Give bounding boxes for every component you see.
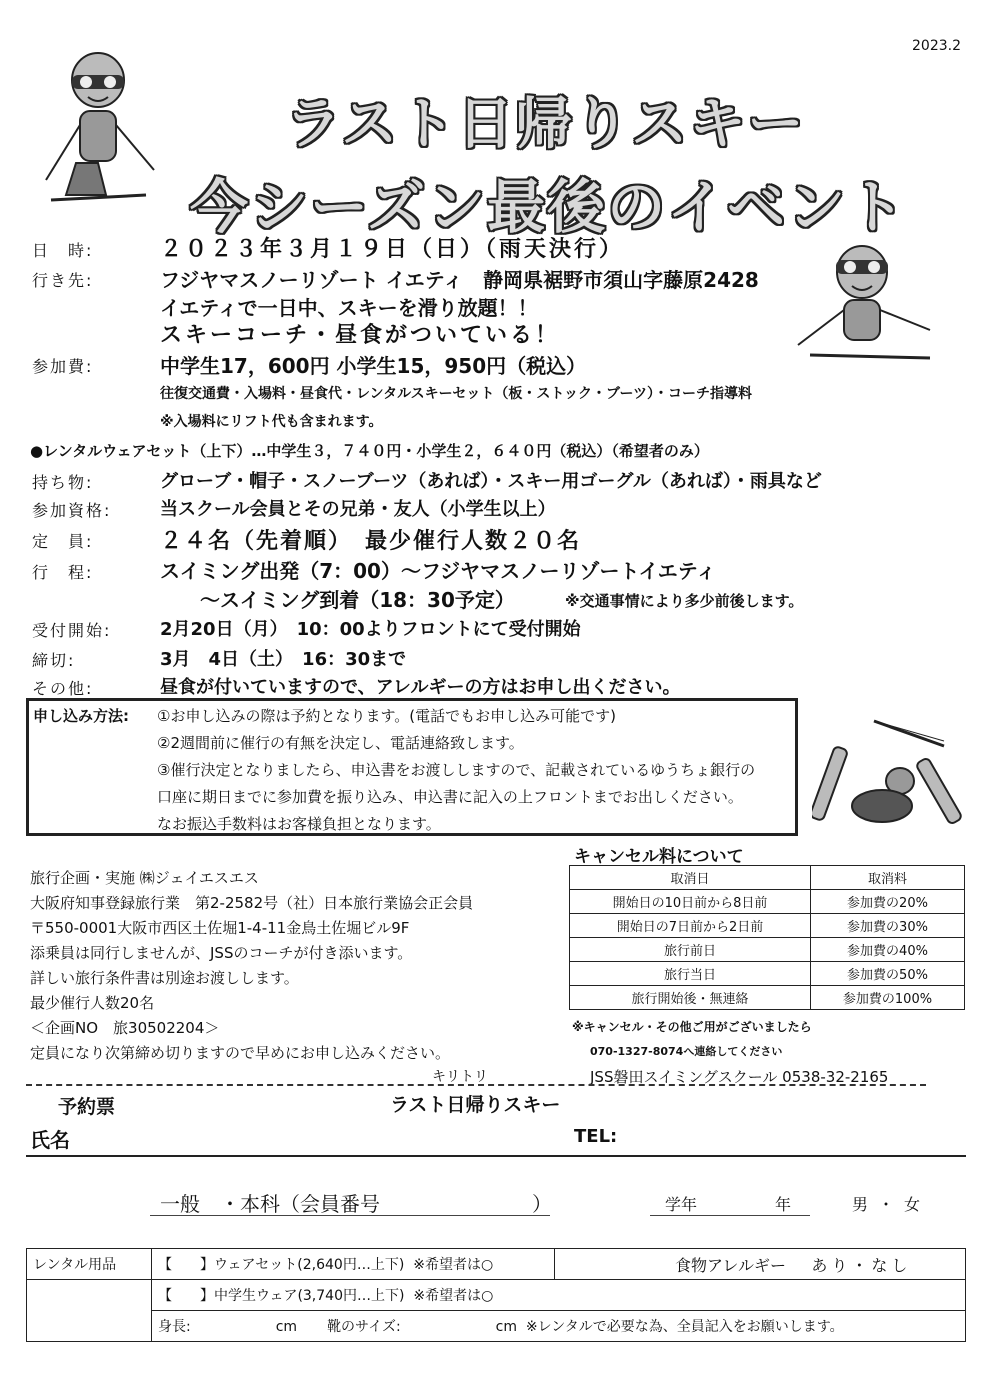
- reception-value: 2月20日（月） 10：00よりフロントにて受付開始: [160, 619, 581, 640]
- deadline-value: 3月 4日（土） 16：30まで: [160, 649, 407, 670]
- itinerary-note: ※交通事情により多少前後します。: [565, 592, 804, 610]
- name-field-label[interactable]: 氏名: [30, 1128, 70, 1152]
- rental-label-spacer: [27, 1280, 152, 1311]
- cancel-date-cell: 旅行前日: [570, 938, 811, 962]
- table-row: [570, 986, 965, 1010]
- application-method-box: [26, 698, 798, 836]
- member-close: ）: [532, 1192, 552, 1216]
- items-value: グローブ・帽子・スノーブーツ（あれば）・スキー用ゴーグル（あれば）・雨具など: [160, 471, 822, 492]
- shoe-size-label[interactable]: 靴のサイズ:: [327, 1319, 401, 1335]
- cancel-fee-cell: 参加費の40%: [811, 938, 965, 962]
- other-label: その他:: [32, 679, 94, 698]
- form-event: ラスト日帰りスキー: [390, 1094, 561, 1116]
- member-underline: [150, 1215, 550, 1216]
- qualification-value: 当スクール会員とその兄弟・友人（小学生以上）: [160, 499, 556, 520]
- rental-wear-set-note: ※希望者は○: [413, 1257, 494, 1273]
- destination-label: 行き先:: [32, 271, 94, 290]
- cancel-date-cell: 旅行開始後・無連絡: [570, 986, 811, 1010]
- size-row[interactable]: [152, 1311, 966, 1342]
- cancel-header-row: [570, 866, 965, 890]
- issue-date: 2023.2: [912, 38, 961, 54]
- table-row: [570, 938, 965, 962]
- fee-note-1: 往復交通費・入場料・昼食代・レンタルスキーセット（板・ストック・ブーツ）・コーチ指導料: [160, 386, 752, 402]
- height-unit: cm: [275, 1319, 298, 1335]
- name-tel-underline: [26, 1155, 966, 1157]
- apply-line-5: なお振込手数料はお客様負担となります。: [157, 815, 441, 833]
- company-line-3: 〒550-0001大阪市西区土佐堀1-4-11金鳥土佐堀ビル9F: [30, 919, 410, 937]
- table-row: [570, 890, 965, 914]
- shoe-size-unit: cm: [495, 1319, 518, 1335]
- cancel-date-cell: 開始日の7日前から2日前: [570, 914, 811, 938]
- cancel-fee-cell: 参加費の50%: [811, 962, 965, 986]
- company-line-2: 大阪府知事登録旅行業 第2-2582号（社）日本旅行業協会正会員: [30, 894, 474, 912]
- grade-underline: [650, 1215, 810, 1216]
- company-line-5: 詳しい旅行条件書は別途お渡しします。: [30, 969, 299, 987]
- fee-note-2: ※入場料にリフト代も含まれます。: [160, 414, 383, 430]
- table-row: [27, 1249, 966, 1280]
- table-row: [27, 1311, 966, 1342]
- cut-label: キリトリ: [432, 1069, 488, 1085]
- skier-left-icon: [36, 45, 166, 210]
- fee-label: 参加費:: [32, 357, 94, 376]
- rental-wear-info: ●レンタルウェアセット（上下）…中学生３，７４０円・小学生２，６４０円（税込）（希望者のみ）: [30, 442, 709, 460]
- rental-junior-wear-note: ※希望者は○: [413, 1288, 494, 1304]
- falling-skier-icon: [812, 706, 962, 836]
- destination-sub-1: イエティで一日中、スキーを滑り放題！！: [160, 296, 538, 320]
- school-contact: JSS磐田スイミングスクール 0538-32-2165: [590, 1068, 889, 1086]
- cancel-date-cell: 開始日の10日前から8日前: [570, 890, 811, 914]
- deadline-label: 締切:: [32, 651, 76, 670]
- date-label: 日 時:: [32, 241, 94, 260]
- other-value: 昼食が付いていますので、アレルギーの方はお申し出ください。: [160, 677, 681, 698]
- apply-line-2: ②2週間前に催行の有無を決定し、電話連絡致します。: [157, 734, 524, 752]
- fee-value: 中学生17，600円 小学生15，950円（税込）: [160, 354, 587, 378]
- cancel-table: [569, 865, 965, 1010]
- capacity-label: 定 員:: [32, 532, 94, 551]
- rental-wear-set: ウェアセット(2,640円…上下): [214, 1257, 405, 1273]
- cancel-fee-cell: 参加費の100%: [811, 986, 965, 1010]
- company-line-6: 最少催行人数20名: [30, 994, 155, 1012]
- table-row: [27, 1280, 966, 1311]
- grade-label[interactable]: 学年: [665, 1195, 698, 1214]
- cancel-note-1: ※キャンセル・その他ご用がございましたら: [572, 1020, 812, 1034]
- title-line-2: 今シーズン最後のイベント: [190, 173, 908, 241]
- table-row: [570, 914, 965, 938]
- table-row: [570, 962, 965, 986]
- qualification-label: 参加資格:: [32, 501, 112, 520]
- reception-label: 受付開始:: [32, 621, 112, 640]
- company-line-7: ＜企画NO 旅30502204＞: [30, 1019, 220, 1037]
- rental-junior-wear: 中学生ウェア(3,740円…上下): [214, 1288, 405, 1304]
- cancel-note-2: 070-1327-8074へ連絡してください: [590, 1045, 783, 1058]
- destination-sub-2: スキーコーチ・昼食がついている！: [160, 323, 561, 348]
- destination-value: フジヤマスノーリゾート イエティ 静岡県裾野市須山字藤原2428: [160, 268, 759, 292]
- company-line-4: 添乗員は同行しませんが、JSSのコーチが付き添います。: [30, 944, 413, 962]
- capacity-value: ２４名（先着順） 最少催行人数２０名: [160, 529, 582, 554]
- rental-label-spacer: [27, 1311, 152, 1342]
- form-title: 予約票: [58, 1096, 116, 1118]
- year-label: 年: [775, 1195, 792, 1214]
- allergy-option[interactable]: あり・なし: [811, 1255, 912, 1275]
- apply-line-3: ③催行決定となりましたら、申込書をお渡ししますので、記載されているゆうちょ銀行の: [157, 761, 756, 779]
- member-type[interactable]: 一般 ・本科（会員番号: [160, 1192, 380, 1216]
- allergy-cell[interactable]: [555, 1249, 966, 1280]
- apply-label: 申し込み方法:: [33, 707, 129, 725]
- title-line-1: ラスト日帰りスキー: [285, 92, 806, 157]
- skier-right-icon: [790, 240, 940, 370]
- cancel-title: キャンセル料について: [574, 847, 744, 867]
- company-line-8: 定員になり次第締め切りますので早めにお申し込みください。: [30, 1044, 451, 1062]
- items-label: 持ち物:: [32, 473, 94, 492]
- tel-field-label[interactable]: TEL:: [574, 1126, 618, 1147]
- rental-wear-set-row[interactable]: [152, 1249, 555, 1280]
- cut-line: [26, 1084, 926, 1086]
- cancel-header-date: 取消日: [570, 866, 811, 890]
- itinerary-value-1: スイミング出発（7：00）～フジヤマスノーリゾートイエティ: [160, 559, 717, 583]
- cancel-fee-cell: 参加費の20%: [811, 890, 965, 914]
- rental-checkbox-2[interactable]: 【 】: [158, 1288, 214, 1304]
- cancel-header-fee: 取消料: [811, 866, 965, 890]
- itinerary-label: 行 程:: [32, 563, 94, 582]
- itinerary-value-2: ～スイミング到着（18：30予定）: [200, 588, 515, 612]
- cancel-date-cell: 旅行当日: [570, 962, 811, 986]
- allergy-label: 食物アレルギー: [675, 1255, 786, 1275]
- gender-select[interactable]: 男・女: [852, 1195, 931, 1214]
- rental-checkbox-1[interactable]: 【 】: [158, 1257, 214, 1273]
- apply-line-4: 口座に期日までに参加費を振り込み、申込書に記入の上フロントまでお出しください。: [157, 788, 743, 806]
- date-value: ２０２３年３月１９日（日）（雨天決行）: [160, 237, 625, 262]
- rental-table: [26, 1248, 966, 1342]
- apply-line-1: ①お申し込みの際は予約となります。(電話でもお申し込み可能です): [157, 707, 616, 725]
- height-label[interactable]: 身長:: [158, 1319, 191, 1335]
- rental-label: レンタル用品: [27, 1249, 152, 1280]
- size-note: ※レンタルで必要な為、全員記入をお願いします。: [525, 1319, 844, 1335]
- rental-junior-wear-row[interactable]: [152, 1280, 966, 1311]
- cancel-fee-cell: 参加費の30%: [811, 914, 965, 938]
- company-line-1: 旅行企画・実施 ㈱ジェイエスエス: [30, 869, 259, 887]
